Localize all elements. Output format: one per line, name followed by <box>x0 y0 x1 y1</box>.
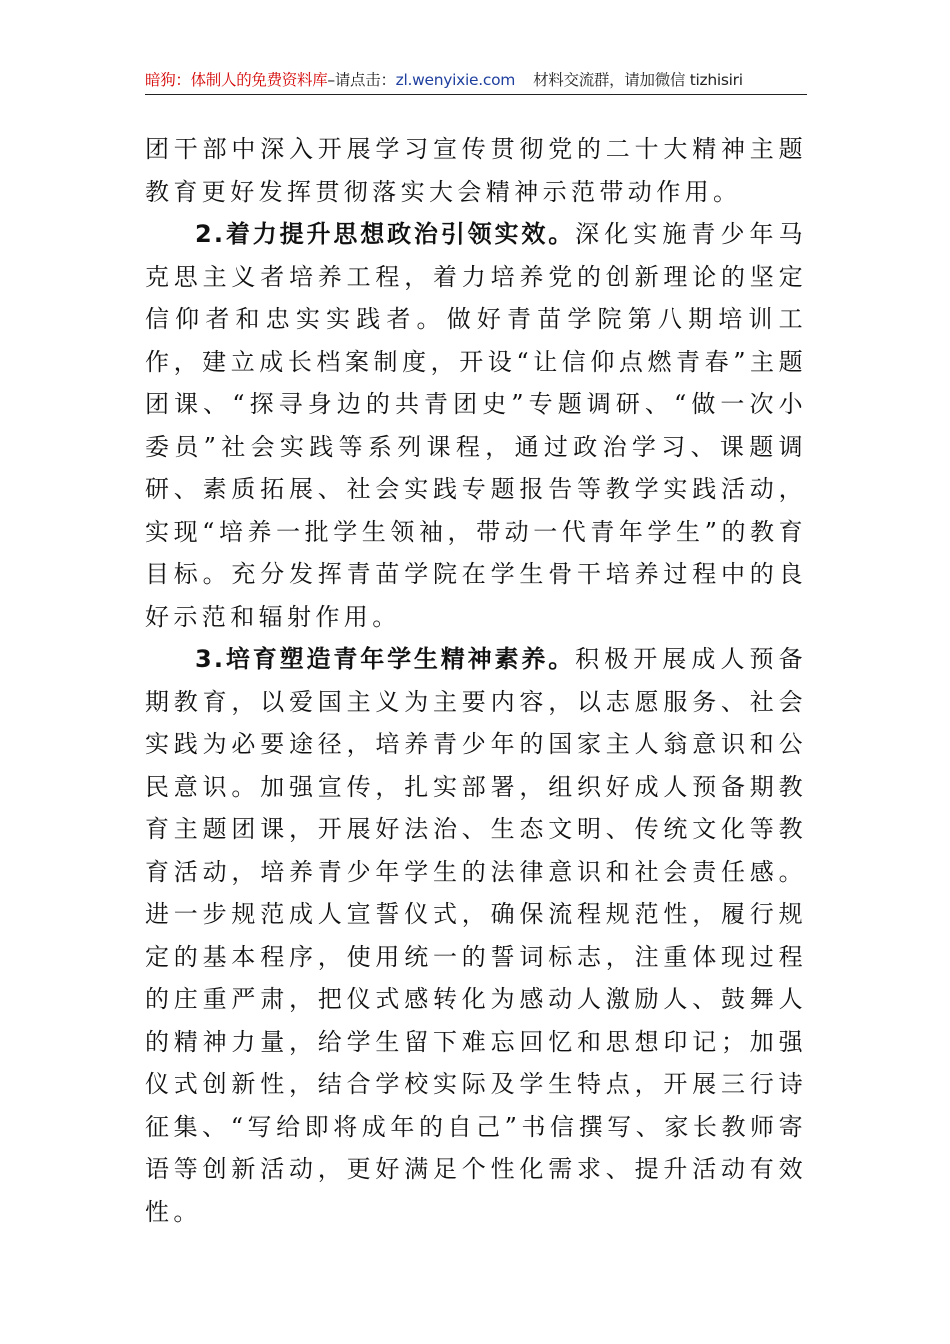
page-header <box>145 68 807 95</box>
paragraph-body-2: 深化实施青少年马克思主义者培养工程，着力培养党的创新理论的坚定信仰者和忠实实践者。做好青苗学院第八期培训工作，建立成长档案制度，开设“让信仰点燃青春”主题团课、“探寻身边的共青团史”专题调研、“做一次小委员”社会实践等系列课程，通过政治学习、课题调研、素质拓展、社会实践专题报告等教学实践活动，实现“培养一批学生领袖，带动一代青年学生”的教育目标。充分发挥青苗学院在学生骨干培养过程中的良好示范和辐射作用。 <box>145 220 807 631</box>
paragraph-body-3: 积极开展成人预备期教育，以爱国主义为主要内容，以志愿服务、社会实践为必要途径，培养青少年的国家主人翁意识和公民意识。加强宣传，扎实部署，组织好成人预备期教育主题团课，开展好法治、生态文明、传统文化等教育活动，培养青少年学生的法律意识和社会责任感。进一步规范成人宣誓仪式，确保流程规范性，履行规定的基本程序，使用统一的誓词标志，注重体现过程的庄重严肃，把仪式感转化为感动人激励人、鼓舞人的精神力量，给学生留下难忘回忆和思想印记；加强仪式创新性，结合学校实际及学生特点，开展三行诗征集、“写给即将成年的自己”书信撰写、家长教师寄语等创新活动，更好满足个性化需求、提升活动有效性。 <box>145 645 807 1226</box>
header-url-link[interactable]: zl.wenyixie.com <box>395 71 516 89</box>
paragraph-ideological-guidance <box>145 213 807 638</box>
paragraph-continuation: 团干部中深入开展学习宣传贯彻党的二十大精神主题教育更好发挥贯彻落实大会精神示范带动作用。 <box>145 135 807 206</box>
paragraph-heading-3: 3.培育塑造青年学生精神素养。 <box>195 645 576 673</box>
header-click-prompt: –请点击： <box>327 71 396 89</box>
paragraph-heading-2: 2.着力提升思想政治引领实效。 <box>195 220 576 248</box>
document-body <box>145 128 807 1233</box>
paragraph-spiritual-literacy <box>145 638 807 1233</box>
header-site-name: 暗狗：体制人的免费资料库 <box>145 71 328 89</box>
header-contact: 材料交流群，请加微信 tizhisiri <box>533 71 743 89</box>
